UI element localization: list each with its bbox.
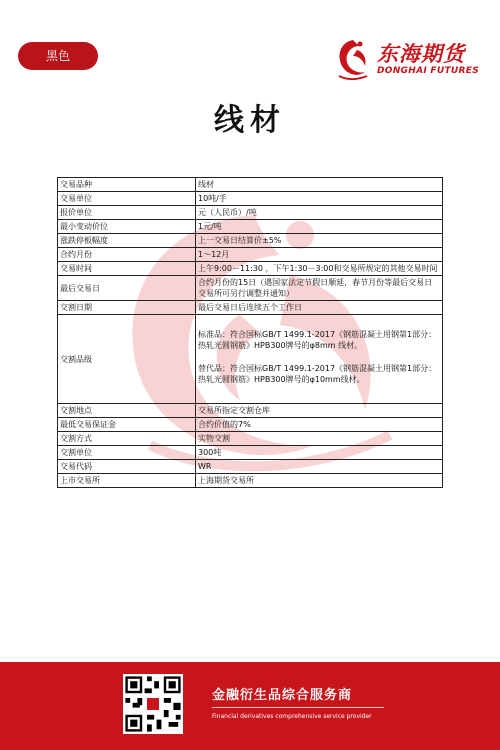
table-row <box>58 178 443 192</box>
brand-name-cn: 东海期货 <box>377 41 465 66</box>
row-value-line: 最后交易日后连续五个工作日 <box>198 303 302 312</box>
table-row <box>58 192 443 206</box>
page-title: 线材 <box>214 103 286 138</box>
row-label: 上市交易所 <box>58 474 196 488</box>
row-value <box>196 301 443 315</box>
row-value-line: 上午9:00－11:30 ，下午1:30－3:00和交易所规定的其他交易时间 <box>198 264 438 273</box>
row-value <box>196 220 443 234</box>
row-label: 交易代码 <box>58 460 196 474</box>
row-value <box>196 432 443 446</box>
row-value-line: 标准品：符合国标GB/T 1499.1-2017《钢筋混凝土用钢第1部分：热轧光圆钢筋》HPB300牌号的φ8mm 线材。 <box>198 330 437 350</box>
row-label: 交割方式 <box>58 432 196 446</box>
qr-code[interactable] <box>123 674 183 734</box>
table-row <box>58 220 443 234</box>
row-label: 交割单位 <box>58 446 196 460</box>
row-value-line: WR <box>198 462 212 471</box>
row-value <box>196 474 443 488</box>
row-value-line: 线材 <box>198 180 214 189</box>
dragon-logo-icon <box>333 36 373 82</box>
row-label: 交割日期 <box>58 301 196 315</box>
row-value-line: 替代品：符合国标GB/T 1499.1-2017《钢筋混凝土用钢第1部分：热轧光圆钢筋》HPB300牌号的φ10mm线材。 <box>198 364 437 384</box>
table-row <box>58 446 443 460</box>
category-tag: 黑色 <box>18 42 98 70</box>
row-value <box>196 248 443 262</box>
brand-name-en: DONGHAI FUTURES <box>377 66 479 76</box>
row-value-line: 上海期货交易所 <box>198 476 254 485</box>
row-value <box>196 206 443 220</box>
company-logo <box>333 36 483 84</box>
table-row <box>58 404 443 418</box>
row-value-line: 合约价值的7% <box>198 420 251 429</box>
row-label: 最低交易保证金 <box>58 418 196 432</box>
table-row <box>58 206 443 220</box>
row-value <box>196 178 443 192</box>
row-label: 报价单位 <box>58 206 196 220</box>
table-row <box>58 234 443 248</box>
row-value <box>196 460 443 474</box>
row-label: 交易单位 <box>58 192 196 206</box>
row-label: 最小变动价位 <box>58 220 196 234</box>
table-row <box>58 315 443 404</box>
spec-table <box>57 177 443 488</box>
row-value <box>196 192 443 206</box>
table-row <box>58 460 443 474</box>
table-row <box>58 301 443 315</box>
row-value-line: 300吨 <box>198 448 222 457</box>
row-label: 交易品种 <box>58 178 196 192</box>
footer-slogan-cn: 金融衍生品综合服务商 <box>212 688 353 703</box>
table-row <box>58 474 443 488</box>
row-value-line: 元（人民币）/吨 <box>198 208 257 217</box>
row-label: 交割地点 <box>58 404 196 418</box>
row-value <box>196 262 443 276</box>
row-value <box>196 418 443 432</box>
footer-slogan-en: Financial derivatives comprehensive service provider <box>212 713 372 720</box>
row-label: 交割品级 <box>58 315 196 404</box>
row-label: 涨跌停板幅度 <box>58 234 196 248</box>
row-label: 合约月份 <box>58 248 196 262</box>
row-value-line: 交易所指定交割仓库 <box>198 406 270 415</box>
row-value <box>196 446 443 460</box>
row-value <box>196 276 443 301</box>
footer-divider <box>212 707 384 708</box>
table-row <box>58 262 443 276</box>
row-value <box>196 404 443 418</box>
row-value <box>196 234 443 248</box>
row-value-line: 上一交易日结算价±5% <box>198 236 282 245</box>
row-value-line: 合约月份的15日（遇国家法定节假日顺延，春节月份等最后交易日交易所可另行调整并通知） <box>198 278 433 298</box>
row-label: 交易时间 <box>58 262 196 276</box>
row-value-line: 1～12月 <box>198 250 230 259</box>
table-row <box>58 276 443 301</box>
row-value-line: 实物交割 <box>198 434 230 443</box>
table-row <box>58 432 443 446</box>
row-value-line: 10吨/手 <box>198 194 227 203</box>
row-value <box>196 315 443 404</box>
table-row <box>58 418 443 432</box>
table-row <box>58 248 443 262</box>
row-value-line: 1元/吨 <box>198 222 222 231</box>
footer-band <box>0 662 500 750</box>
row-label: 最后交易日 <box>58 276 196 301</box>
